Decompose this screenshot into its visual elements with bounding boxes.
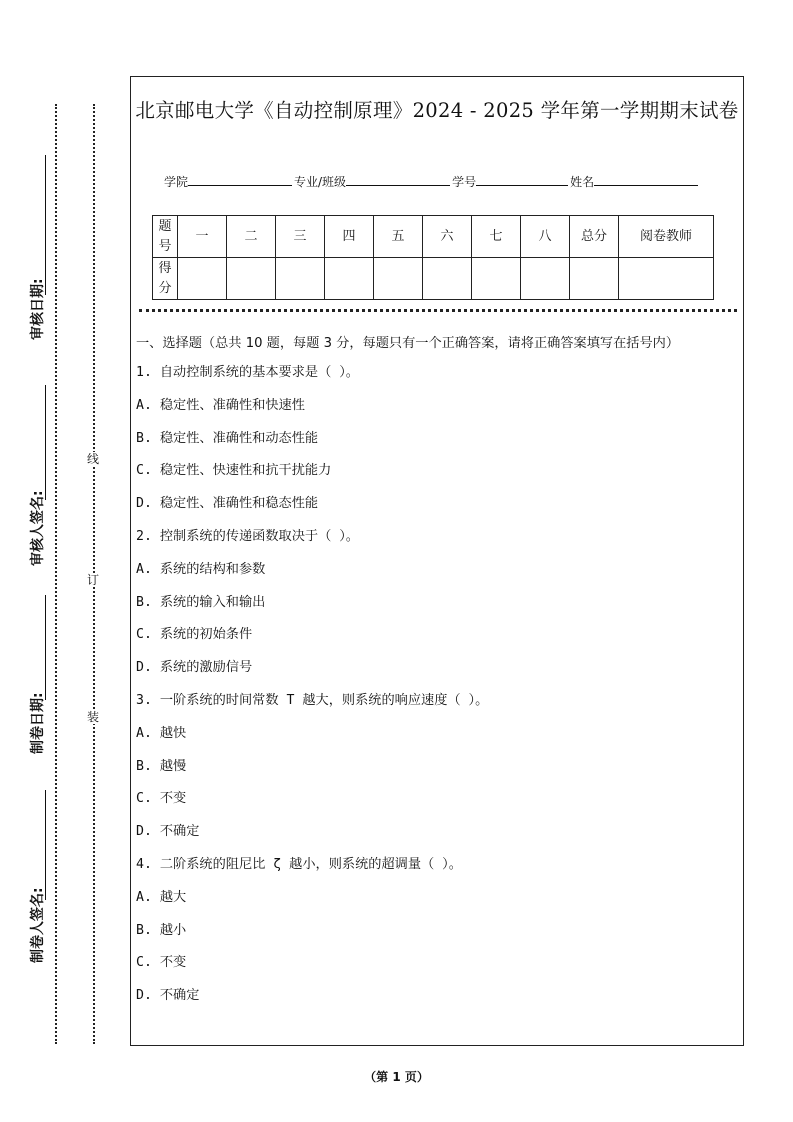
col-8: 八 xyxy=(521,216,570,258)
col-teacher: 阅卷教师 xyxy=(619,216,714,258)
name-field[interactable] xyxy=(594,173,698,186)
student-info-line xyxy=(164,173,700,190)
score-cell[interactable] xyxy=(521,258,570,300)
col-7: 七 xyxy=(472,216,521,258)
option-b: B. 越慢 xyxy=(136,758,187,774)
college-field[interactable] xyxy=(188,173,292,186)
col-5: 五 xyxy=(374,216,423,258)
option-a: A. 越大 xyxy=(136,889,187,905)
question-stem: 2. 控制系统的传递函数取决于（ ）。 xyxy=(136,528,359,544)
page-number: （第 1 页） xyxy=(364,1070,429,1084)
dotted-separator xyxy=(139,309,737,312)
reviewer-signature-label: 审核人签名: xyxy=(30,490,46,566)
option-c: C. 不变 xyxy=(136,791,187,807)
score-cell[interactable] xyxy=(374,258,423,300)
score-cell-teacher[interactable] xyxy=(619,258,714,300)
option-b: B. 系统的输入和输出 xyxy=(136,594,266,610)
score-table-header-row xyxy=(153,216,714,258)
reviewer-signature-field xyxy=(45,385,46,500)
score-table-score-row xyxy=(153,258,714,300)
question-1 xyxy=(136,362,740,526)
question-section xyxy=(136,333,740,1018)
score-cell[interactable] xyxy=(423,258,472,300)
student-id-label: 学号 xyxy=(452,175,477,189)
option-a: A. 稳定性、准确性和快速性 xyxy=(136,397,305,413)
name-label: 姓名 xyxy=(570,175,595,189)
score-cell[interactable] xyxy=(325,258,374,300)
question-stem: 3. 一阶系统的时间常数 T 越大，则系统的响应速度（ ）。 xyxy=(136,692,489,708)
student-id-field[interactable] xyxy=(476,173,568,186)
score-table-row1-label: 题号 xyxy=(153,216,178,258)
option-d: D. 不确定 xyxy=(136,988,200,1004)
question-stem: 4. 二阶系统的阻尼比 ζ 越小，则系统的超调量（ ）。 xyxy=(136,856,462,872)
score-cell-total[interactable] xyxy=(570,258,619,300)
option-d: D. 不确定 xyxy=(136,824,200,840)
question-3 xyxy=(136,690,740,854)
section-title: 一、选择题（总共 10 题，每题 3 分，每题只有一个正确答案，请将正确答案填写在括号内） xyxy=(136,336,680,351)
option-c: C. 稳定性、快速性和抗干扰能力 xyxy=(136,463,332,479)
college-label: 学院 xyxy=(164,175,189,189)
exam-frame xyxy=(130,76,744,1046)
question-stem: 1. 自动控制系统的基本要求是（ ）。 xyxy=(136,365,359,380)
score-cell[interactable] xyxy=(472,258,521,300)
col-4: 四 xyxy=(325,216,374,258)
prepare-date-label: 制卷日期: xyxy=(30,692,46,754)
col-1: 一 xyxy=(178,216,227,258)
option-c: C. 不变 xyxy=(136,955,187,971)
review-date-field xyxy=(45,155,46,295)
question-4 xyxy=(136,854,740,1018)
score-cell[interactable] xyxy=(276,258,325,300)
binding-char-order: 订 xyxy=(86,573,99,587)
option-d: D. 稳定性、准确性和稳态性能 xyxy=(136,496,319,512)
exam-title: 北京邮电大学《自动控制原理》2024 - 2025 学年第一学期期末试卷 xyxy=(135,99,739,122)
major-class-label: 专业/班级 xyxy=(294,175,347,189)
major-class-field[interactable] xyxy=(346,173,450,186)
question-2 xyxy=(136,526,740,690)
option-c: C. 系统的初始条件 xyxy=(136,627,253,643)
option-a: A. 越快 xyxy=(136,725,187,741)
option-b: B. 稳定性、准确性和动态性能 xyxy=(136,430,319,446)
score-cell[interactable] xyxy=(178,258,227,300)
binding-dotted-line-outer xyxy=(55,104,57,1044)
option-a: A. 系统的结构和参数 xyxy=(136,561,266,577)
option-b: B. 越小 xyxy=(136,922,187,938)
option-d: D. 系统的激励信号 xyxy=(136,660,253,676)
score-table xyxy=(152,215,714,300)
binding-char-bind: 装 xyxy=(86,710,99,724)
prepare-date-field xyxy=(45,595,46,700)
preparer-signature-label: 制卷人签名: xyxy=(30,887,46,963)
col-total: 总分 xyxy=(570,216,619,258)
preparer-signature-field xyxy=(45,790,46,900)
binding-char-line: 线 xyxy=(86,452,99,466)
review-date-label: 审核日期: xyxy=(30,278,46,340)
col-3: 三 xyxy=(276,216,325,258)
col-2: 二 xyxy=(227,216,276,258)
col-6: 六 xyxy=(423,216,472,258)
score-cell[interactable] xyxy=(227,258,276,300)
score-table-row2-label: 得分 xyxy=(153,258,178,300)
